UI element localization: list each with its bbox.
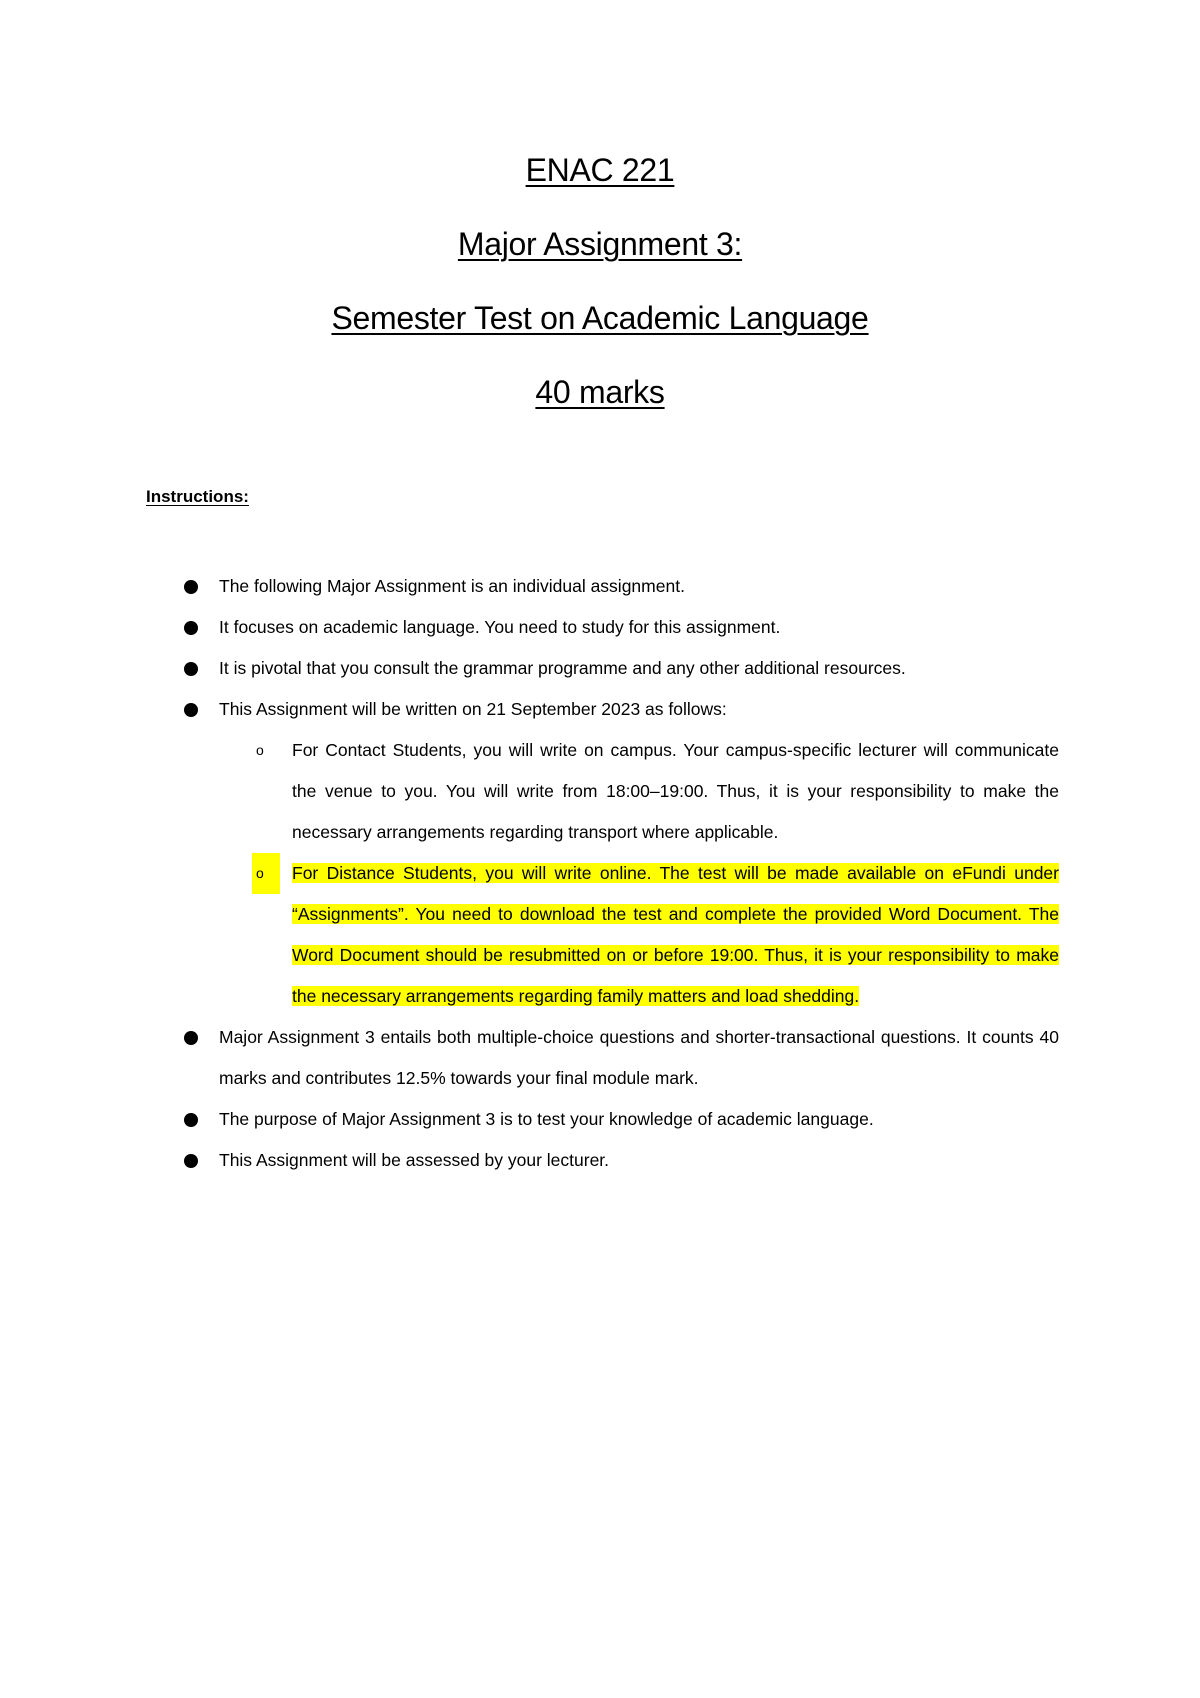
list-item-text: It is pivotal that you consult the grammar programme and any other additional resources. xyxy=(219,658,906,678)
list-item-text: The purpose of Major Assignment 3 is to test your knowledge of academic language. xyxy=(219,1109,874,1129)
list-item-text: It focuses on academic language. You need to study for this assignment. xyxy=(219,617,781,637)
sub-list-item-distance xyxy=(256,853,1059,1017)
bullet-icon xyxy=(184,621,198,635)
bullet-icon xyxy=(184,662,198,676)
list-item xyxy=(219,1099,1059,1140)
instructions-list xyxy=(0,566,1200,1181)
list-item xyxy=(219,1017,1059,1099)
bullet-icon xyxy=(184,1113,198,1127)
circle-marker-icon: o xyxy=(256,742,264,758)
list-item-text: Major Assignment 3 entails both multiple-choice questions and shorter-transactional questions. It counts 40 marks and contributes 12.5% towards your final module mark. xyxy=(219,1027,1059,1088)
bullet-icon xyxy=(184,580,198,594)
list-item-text: The following Major Assignment is an individual assignment. xyxy=(219,576,685,596)
sub-list-item-text: For Contact Students, you will write on campus. Your campus-specific lecturer will communicate the venue to you. You will write from 18:00–19:00. Thus, it is your responsibility to make the necessary arrangements regarding transport where applicable. xyxy=(292,740,1059,842)
marks-title: 40 marks xyxy=(535,374,665,410)
list-item-text: This Assignment will be written on 21 September 2023 as follows: xyxy=(219,699,727,719)
highlighted-sub-list-item-text: For Distance Students, you will write online. The test will be made available on eFundi under “Assignments”. You need to download the test and complete the provided Word Document. The Word Document should be resubmitted on or before 19:00. Thus, it is your responsibility to make the necessary arrangements regarding family matters and load shedding. xyxy=(292,863,1059,1006)
bullet-icon xyxy=(184,1031,198,1045)
course-code: ENAC 221 xyxy=(525,152,675,188)
list-item xyxy=(219,566,1059,607)
subject-title: Semester Test on Academic Language xyxy=(331,300,869,336)
list-item xyxy=(219,648,1059,689)
title-block xyxy=(0,150,1200,446)
instructions-heading: Instructions: xyxy=(146,487,249,506)
list-item xyxy=(219,689,1059,730)
list-item xyxy=(219,1140,1059,1181)
bullet-icon xyxy=(184,1154,198,1168)
sub-list-item-contact xyxy=(256,730,1059,853)
assignment-title: Major Assignment 3: xyxy=(457,226,743,262)
list-item-text: This Assignment will be assessed by your lecturer. xyxy=(219,1150,610,1170)
list-item xyxy=(219,607,1059,648)
circle-marker-icon: o xyxy=(252,853,280,894)
bullet-icon xyxy=(184,703,198,717)
